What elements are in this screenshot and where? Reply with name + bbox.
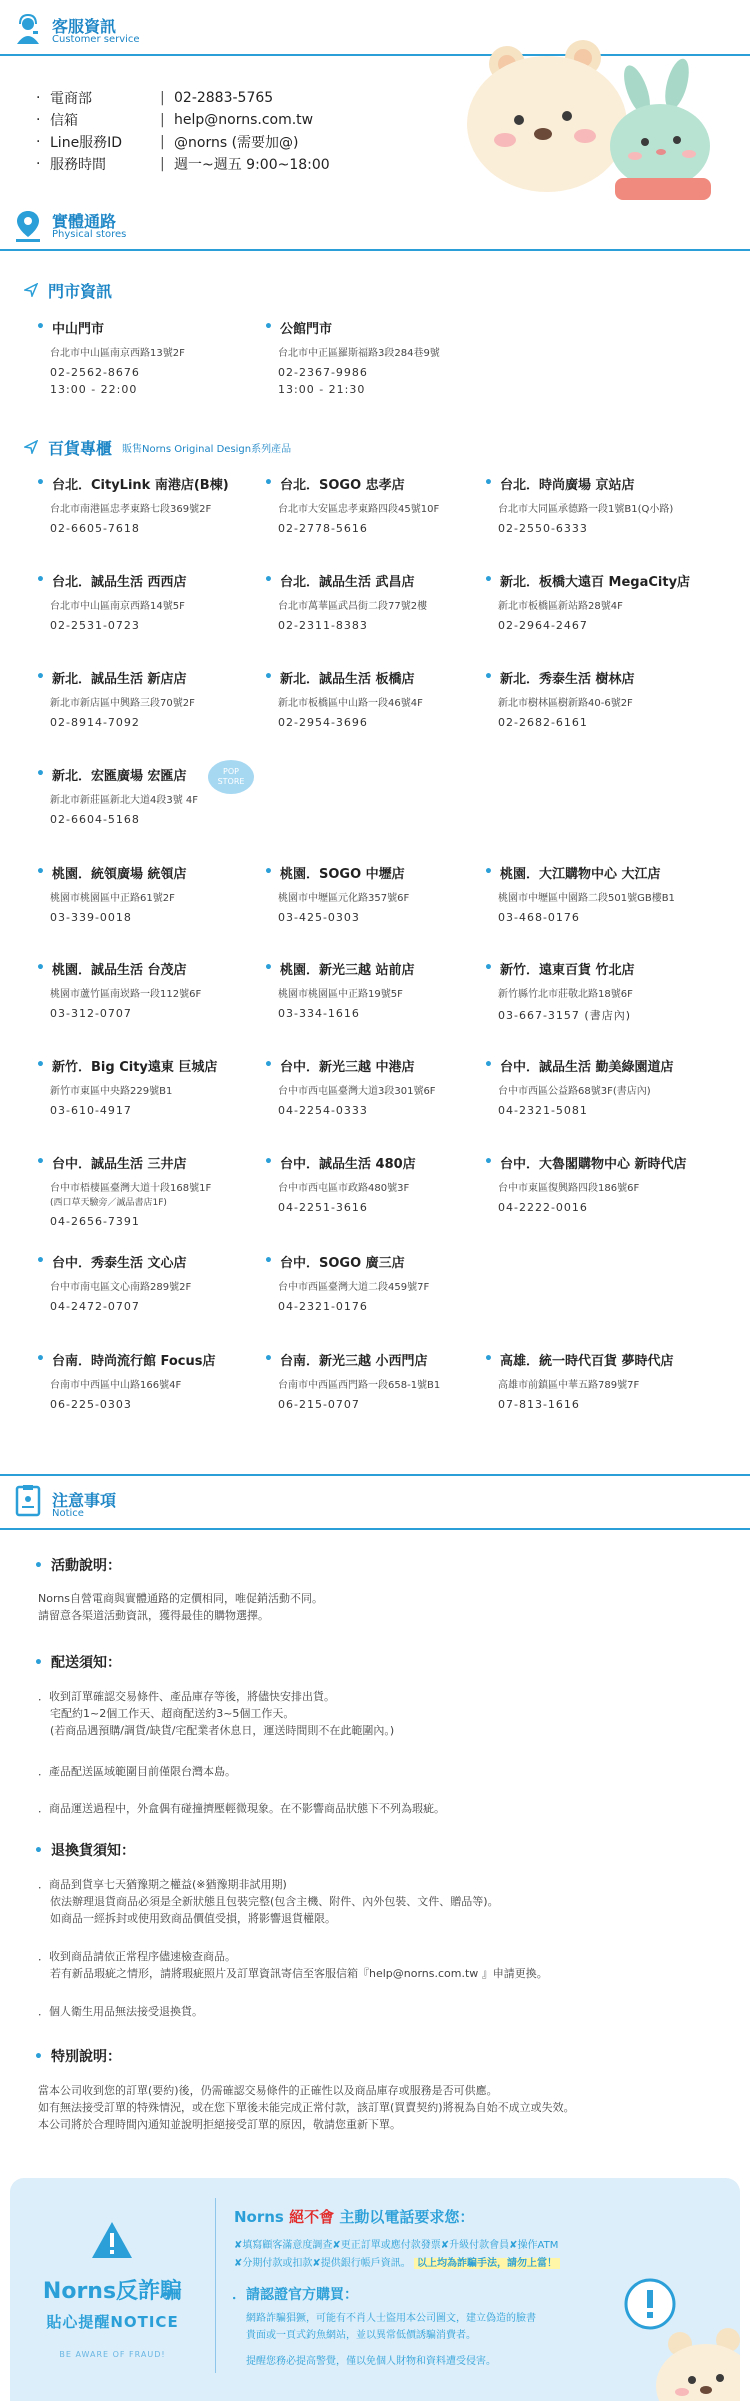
- store-name: 台北．誠品生活 武昌店: [280, 574, 415, 590]
- store-address: 高雄市前鎮區中華五路789號7F: [498, 1380, 640, 1391]
- bullet-dot: •: [36, 1351, 45, 1367]
- notice-line: 如有無法接受訂單的特殊情況，或在您下單後未能完成正常付款，該訂單(買賣契約)將視為自始不成立或失效。: [38, 2101, 575, 2114]
- confirm-line: 貴面或一頁式釣魚網站，並以異常低價誘騙消費者。: [246, 2330, 476, 2341]
- store-address: 台中市梧棲區臺灣大道十段168號1F: [50, 1183, 212, 1194]
- warning-triangle-icon: [90, 2220, 134, 2260]
- returns-text: [38, 1876, 499, 1927]
- headset-user-icon: [14, 14, 42, 48]
- store-name: 公館門市: [280, 321, 333, 337]
- store-phone[interactable]: 04-2251-3616: [278, 1201, 368, 1214]
- bullet-dot: •: [484, 572, 493, 588]
- department-store-card: [484, 473, 714, 535]
- store-phone[interactable]: 02-6604-5168: [50, 813, 140, 826]
- store-phone[interactable]: 02-2954-3696: [278, 716, 368, 729]
- store-phone[interactable]: 03-425-0303: [278, 911, 360, 924]
- store-label: STORE: [217, 777, 245, 786]
- store-phone[interactable]: 03-339-0018: [50, 911, 132, 924]
- store-phone[interactable]: 04-2254-0333: [278, 1104, 368, 1117]
- store-name: 新北．秀泰生活 樹林店: [500, 671, 635, 687]
- section-subtitle: Physical stores: [52, 229, 127, 240]
- department-store-card: [36, 958, 266, 1020]
- store-address: 桃園市中壢區中園路二段501號GB樓B1: [498, 893, 675, 904]
- store-phone[interactable]: 03-468-0176: [498, 911, 580, 924]
- notice-line: ．收到訂單確認交易條件、產品庫存等後，將儘快安排出貨。: [38, 1690, 335, 1703]
- store-name: 新竹．遠東百貨 竹北店: [500, 962, 635, 978]
- bullet-dot: •: [484, 669, 493, 685]
- store-address: 新北市板橋區新站路28號4F: [498, 601, 623, 612]
- department-store-card: [36, 570, 266, 632]
- store-phone[interactable]: 02-8914-7092: [50, 716, 140, 729]
- shipping-packaging: ．商品運送過程中，外盒偶有碰撞擠壓輕微現象。在不影響商品狀態下不列為瑕疵。: [38, 1802, 445, 1815]
- bullet-dot: •: [264, 1057, 273, 1073]
- notice-line: 本公司將於合理時間內通知並說明拒絕接受訂單的原因，敬請您重新下單。: [38, 2118, 401, 2131]
- store-name: 中山門市: [52, 321, 105, 337]
- bullet-dot: •: [36, 1253, 45, 1269]
- store-name: 台中．誠品生活 480店: [280, 1156, 416, 1172]
- notice-line[interactable]: 若有新品瑕疵之情形，請將瑕疵照片及訂單資訊寄信至客服信箱『help@norns.com.tw 』申請更換。: [50, 1967, 548, 1980]
- store-hours: 13:00 - 22:00: [50, 383, 138, 396]
- store-name: 桃園．大江購物中心 大江店: [500, 866, 661, 882]
- confirm-title: ．請認證官方購買：: [232, 2287, 358, 2303]
- bullet-dot: •: [264, 475, 273, 491]
- store-name: 桃園．SOGO 中壢店: [280, 866, 405, 882]
- department-store-card: [264, 570, 494, 632]
- brand-name: Norns: [234, 2208, 284, 2226]
- store-phone[interactable]: 04-2656-7391: [50, 1215, 140, 1228]
- returns-inspection: [38, 1948, 548, 1982]
- store-name: 台中．誠品生活 勤美綠園道店: [500, 1059, 674, 1075]
- department-heading: [24, 435, 291, 459]
- divider: [0, 1528, 750, 1530]
- confirm-text: [246, 2310, 536, 2370]
- notice-line: 如商品一經拆封或使用致商品價值受損，將影響退貨權限。: [50, 1912, 336, 1925]
- store-phone[interactable]: 04-2222-0016: [498, 1201, 588, 1214]
- subsection-title: 百貨專櫃: [48, 438, 113, 458]
- store-name: 台中．SOGO 廣三店: [280, 1255, 405, 1271]
- clipboard-icon: [14, 1484, 42, 1518]
- store-address: 新北市板橋區中山路一段46號4F: [278, 698, 423, 709]
- store-address: 台南市中西區西門路一段658-1號B1: [278, 1380, 441, 1391]
- store-name: 台北．時尚廣場 京站店: [500, 477, 635, 493]
- store-phone[interactable]: 02-2531-0723: [50, 619, 140, 632]
- send-arrow-icon: [24, 440, 38, 454]
- notice-line: ．收到商品請依正常程序儘速檢查商品。: [38, 1950, 236, 1963]
- store-phone[interactable]: 04-2321-0176: [278, 1300, 368, 1313]
- map-pin-icon: [14, 209, 42, 243]
- section-subtitle: Customer service: [52, 34, 140, 45]
- shipping-title: • 配送須知：: [34, 1655, 121, 1671]
- department-store-card: [484, 570, 714, 632]
- department-store-card: [36, 1349, 266, 1411]
- store-address: 台北市萬華區武昌街二段77號2樓: [278, 601, 428, 612]
- section-title: 注意事項: [52, 1491, 117, 1510]
- divider: [0, 249, 750, 251]
- store-name: 新北．板橋大遠百 MegaCity店: [500, 574, 691, 590]
- store-address: 新竹市東區中央路229號B1: [50, 1086, 173, 1097]
- fraud-warning-highlight: 以上均為詐騙手法，請勿上當！: [414, 2258, 560, 2269]
- notice-line: 宅配約1~2個工作天、超商配送約3~5個工作天。: [50, 1707, 295, 1720]
- store-name: 桃園．新光三越 站前店: [280, 962, 415, 978]
- store-address: 台中市南屯區文心南路289號2F: [50, 1282, 192, 1293]
- department-store-card: [264, 473, 494, 535]
- bullet-dot: •: [484, 475, 493, 491]
- store-phone[interactable]: 02-2562-8676: [50, 366, 140, 379]
- store-phone[interactable]: 04-2321-5081: [498, 1104, 588, 1117]
- notice-line: Norns自營電商與實體通路的定價相同，唯促銷活動不同。: [38, 1592, 323, 1605]
- bullet-dot: •: [484, 1351, 493, 1367]
- bullet-dot: •: [36, 475, 45, 491]
- department-store-card: [264, 862, 494, 924]
- store-name: 台北．誠品生活 西西店: [52, 574, 187, 590]
- section-title: 客服資訊: [52, 17, 117, 36]
- department-store-card: [36, 1152, 266, 1228]
- returns-hygiene: ．個人衛生用品無法接受退換貨。: [38, 2005, 203, 2018]
- store-name: 台中．新光三越 中港店: [280, 1059, 415, 1075]
- headline-text: 主動以電話要求您：: [339, 2208, 475, 2226]
- fraud-brand-subtitle: 貼心提醒NOTICE: [46, 2313, 179, 2331]
- store-name: 新北．誠品生活 板橋店: [280, 671, 415, 687]
- divider: [0, 1474, 750, 1476]
- store-address: 桃園市桃園區中正路61號2F: [50, 893, 175, 904]
- store-phone[interactable]: 07-813-1616: [498, 1398, 580, 1411]
- activity-title: • 活動說明：: [34, 1558, 121, 1574]
- department-store-card: [264, 1055, 494, 1117]
- phone-value: 02-2883-5765: [174, 90, 274, 106]
- store-name: 台南．時尚流行館 Focus店: [52, 1353, 216, 1369]
- store-address: 台北市大同區承德路一段1號B1(Q小路): [498, 504, 674, 515]
- store-name: 台北．CityLink 南港店(B棟): [52, 477, 229, 493]
- bullet-dot: •: [484, 1154, 493, 1170]
- notice-line: (若商品遇預購/調貨/缺貨/宅配業者休息日，運送時間則不在此範圍內。): [50, 1724, 395, 1737]
- store-phone[interactable]: 03-312-0707: [50, 1007, 132, 1020]
- store-address: 新北市樹林區樹新路40-6號2F: [498, 698, 633, 709]
- subsection-title: 門市資訊: [48, 281, 113, 301]
- department-store-card: [36, 1055, 266, 1117]
- fraud-brand-block: [10, 2198, 215, 2368]
- notice-heading: 特別說明：: [50, 2049, 121, 2065]
- contact-row: · 電商部 | 02-2883-5765: [36, 90, 274, 107]
- fraud-list-line: [234, 2254, 560, 2269]
- store-name: 高雄．統一時代百貨 夢時代店: [500, 1353, 674, 1369]
- notice-line: 請留意各渠道活動資訊，獲得最佳的購物選擇。: [38, 1609, 269, 1622]
- never-emphasis: 絕不會: [289, 2208, 335, 2226]
- confirm-line: 提醒您務必提高警覺，僅以免個人財物和資料遭受侵害。: [246, 2356, 496, 2367]
- outlets-heading: [24, 278, 112, 302]
- contact-label: 電商部: [50, 91, 92, 107]
- store-phone[interactable]: 02-2550-6333: [498, 522, 588, 535]
- store-name: 台南．新光三越 小西門店: [280, 1353, 428, 1369]
- store-name: 台北．SOGO 忠孝店: [280, 477, 405, 493]
- department-store-card: [484, 1055, 714, 1117]
- notice-line: 依法辦理退貨商品必須是全新狀態且包裝完整(包含主機、附件、內外包裝、文件、贈品等)。: [50, 1895, 499, 1908]
- notice-heading: 活動說明：: [50, 1558, 121, 1574]
- bullet-dot: •: [484, 1057, 493, 1073]
- store-name: 台中．大魯閣購物中心 新時代店: [500, 1156, 687, 1172]
- store-address: 新北市新店區中興路三段70號2F: [50, 698, 195, 709]
- subsection-subtitle: 販售Norns Original Design系列產品: [122, 443, 292, 455]
- store-phone[interactable]: 03-667-3157 (書店內): [498, 1009, 632, 1022]
- activity-text: [38, 1590, 323, 1624]
- shipping-region: ．產品配送區域範圍目前僅限台灣本島。: [38, 1765, 236, 1778]
- store-name: 新北．宏匯廣場 宏匯店: [52, 768, 187, 784]
- store-phone[interactable]: 03-610-4917: [50, 1104, 132, 1117]
- fraud-brand-title: Norns反詐騙: [42, 2279, 183, 2304]
- bullet-dot: •: [264, 1154, 273, 1170]
- store-address: 台中市西區公益路68號3F(書店內): [498, 1086, 651, 1097]
- outlet-card: • 公館門市 台北市中正區羅斯福路3段284巷9號 02-2367-9986 13:00 - 21:30: [264, 317, 494, 396]
- store-address: 台中市東區復興路四段186號6F: [498, 1183, 640, 1194]
- contact-info: [36, 87, 330, 175]
- notice-header: [0, 1474, 750, 1520]
- contact-row: · 服務時間 | 週一~週五 9:00~18:00: [36, 156, 330, 173]
- fraud-brand-tagline: BE AWARE OF FRAUD!: [59, 2350, 166, 2359]
- department-store-card: [264, 667, 494, 729]
- notice-line: ．商品到貨享七天猶豫期之權益(※猶豫期非試用期): [38, 1878, 287, 1891]
- bullet-dot: •: [264, 864, 273, 880]
- bear-exclamation-illustration: [610, 2264, 740, 2401]
- bullet-dot: •: [264, 1351, 273, 1367]
- contact-label: 服務時間: [50, 157, 106, 173]
- store-address: 台北市大安區忠孝東路四段45號10F: [278, 504, 440, 515]
- store-address: 桃園市桃園區中正路19號5F: [278, 989, 403, 1000]
- store-phone[interactable]: 02-2367-9986: [278, 366, 368, 379]
- contact-label: 信箱: [50, 113, 78, 129]
- department-store-card: [36, 862, 266, 924]
- notice-line: 當本公司收到您的訂單(要約)後，仍需確認交易條件的正確性以及商品庫存或服務是否可供應。: [38, 2084, 498, 2097]
- bullet-dot: •: [36, 1057, 45, 1073]
- bear-rabbit-mascot-illustration: [455, 28, 735, 200]
- anti-fraud-banner: [10, 2178, 740, 2401]
- special-title: • 特別說明：: [34, 2049, 121, 2065]
- fraud-headline: [234, 2206, 474, 2227]
- confirm-line: 網路詐騙猖獗，可能有不肖人士盜用本公司圖文，建立偽造的臉書: [246, 2313, 536, 2324]
- bullet-dot: •: [36, 766, 45, 782]
- department-store-card: [264, 1152, 494, 1214]
- line-id-value: @norns (需要加@): [174, 135, 299, 151]
- store-phone[interactable]: 02-6605-7618: [50, 522, 140, 535]
- department-store-card: [264, 1349, 494, 1411]
- notice-heading: 退換貨須知：: [50, 1843, 135, 1859]
- store-phone[interactable]: 02-2311-8383: [278, 619, 368, 632]
- store-phone[interactable]: 06-215-0707: [278, 1398, 360, 1411]
- store-address: 台中市西區臺灣大道二段459號7F: [278, 1282, 430, 1293]
- returns-title: • 退換貨須知：: [34, 1843, 135, 1859]
- bullet-dot: •: [264, 572, 273, 588]
- section-title: 實體通路: [52, 212, 117, 231]
- notice-heading: 配送須知：: [50, 1655, 121, 1671]
- store-address: 台中市西屯區市政路480號3F: [278, 1183, 410, 1194]
- department-store-card: [484, 1152, 714, 1214]
- department-store-card: [36, 473, 266, 535]
- bullet-dot: •: [264, 669, 273, 685]
- bullet-dot: •: [264, 1253, 273, 1269]
- store-phone[interactable]: 03-334-1616: [278, 1007, 360, 1020]
- bullet-dot: •: [36, 960, 45, 976]
- store-address: 桃園市中壢區元化路357號6F: [278, 893, 410, 904]
- department-store-card: [36, 667, 266, 729]
- department-store-card: [484, 862, 714, 924]
- email-link[interactable]: help@norns.com.tw: [174, 112, 314, 128]
- store-address: 新北市新莊區新北大道4段3號 4F: [50, 795, 199, 806]
- store-address: 台北市中山區南京西路14號5F: [50, 601, 185, 612]
- department-store-card: [484, 958, 714, 1023]
- store-address-note: (西口草天驗旁／誠品書店1F): [50, 1198, 167, 1208]
- shipping-text: [38, 1688, 394, 1739]
- divider: [215, 2198, 216, 2373]
- store-address: 桃園市蘆竹區南崁路一段112號6F: [50, 989, 202, 1000]
- store-address: 新竹縣竹北市莊敬北路18號6F: [498, 989, 633, 1000]
- special-text: [38, 2082, 575, 2133]
- store-hours: 13:00 - 21:30: [278, 383, 366, 396]
- department-store-card: [36, 1251, 266, 1313]
- contact-label: Line服務ID: [50, 135, 123, 151]
- store-phone[interactable]: 02-2964-2467: [498, 619, 588, 632]
- bullet-dot: •: [36, 669, 45, 685]
- pop-store-badge: [208, 760, 254, 794]
- contact-row: · Line服務ID | @norns (需要加@): [36, 134, 299, 151]
- department-store-card: [264, 958, 494, 1020]
- bullet-dot: •: [264, 960, 273, 976]
- hours-value: 週一~週五 9:00~18:00: [174, 157, 330, 173]
- store-name: 新北．誠品生活 新店店: [52, 671, 187, 687]
- store-address: 台北市中正區羅斯福路3段284巷9號: [278, 348, 440, 359]
- fraud-list-text: ✘分期付款或扣款✘提供銀行帳戶資訊。: [234, 2258, 411, 2269]
- outlet-card: • 中山門市 台北市中山區南京西路13號2F 02-2562-8676 13:00 - 22:00: [36, 317, 266, 396]
- store-name: 台中．誠品生活 三井店: [52, 1156, 187, 1172]
- department-store-card: [484, 667, 714, 729]
- send-arrow-icon: [24, 283, 38, 297]
- store-address: 台南市中西區中山路166號4F: [50, 1380, 182, 1391]
- store-address: 台中市西屯區臺灣大道3段301號6F: [278, 1086, 436, 1097]
- department-store-card: [264, 1251, 494, 1313]
- bullet-dot: •: [484, 960, 493, 976]
- department-store-card: [484, 1349, 714, 1411]
- fraud-list-line: ✘填寫顧客滿意度調查✘更正訂單或應付款發票✘升級付款會員✘操作ATM: [234, 2240, 559, 2251]
- store-address: 台北市中山區南京西路13號2F: [50, 348, 185, 359]
- section-subtitle: Notice: [52, 1508, 84, 1519]
- store-name: 新竹．Big City遠東 巨城店: [52, 1059, 218, 1075]
- store-address: 台北市南港區忠孝東路七段369號2F: [50, 504, 212, 515]
- bullet-dot: •: [36, 864, 45, 880]
- store-name: 桃園．統領廣場 統領店: [52, 866, 187, 882]
- bullet-dot: •: [484, 864, 493, 880]
- bullet-dot: •: [36, 1154, 45, 1170]
- contact-row: · 信箱 | help@norns.com.tw: [36, 112, 314, 129]
- store-phone[interactable]: 02-2682-6161: [498, 716, 588, 729]
- store-phone[interactable]: 06-225-0303: [50, 1398, 132, 1411]
- physical-stores-header: [0, 205, 750, 251]
- store-name: 台中．秀泰生活 文心店: [52, 1255, 187, 1271]
- store-phone[interactable]: 04-2472-0707: [50, 1300, 140, 1313]
- store-name: 桃園．誠品生活 台茂店: [52, 962, 187, 978]
- store-phone[interactable]: 02-2778-5616: [278, 522, 368, 535]
- pop-label: POP: [223, 767, 239, 776]
- bullet-dot: •: [36, 572, 45, 588]
